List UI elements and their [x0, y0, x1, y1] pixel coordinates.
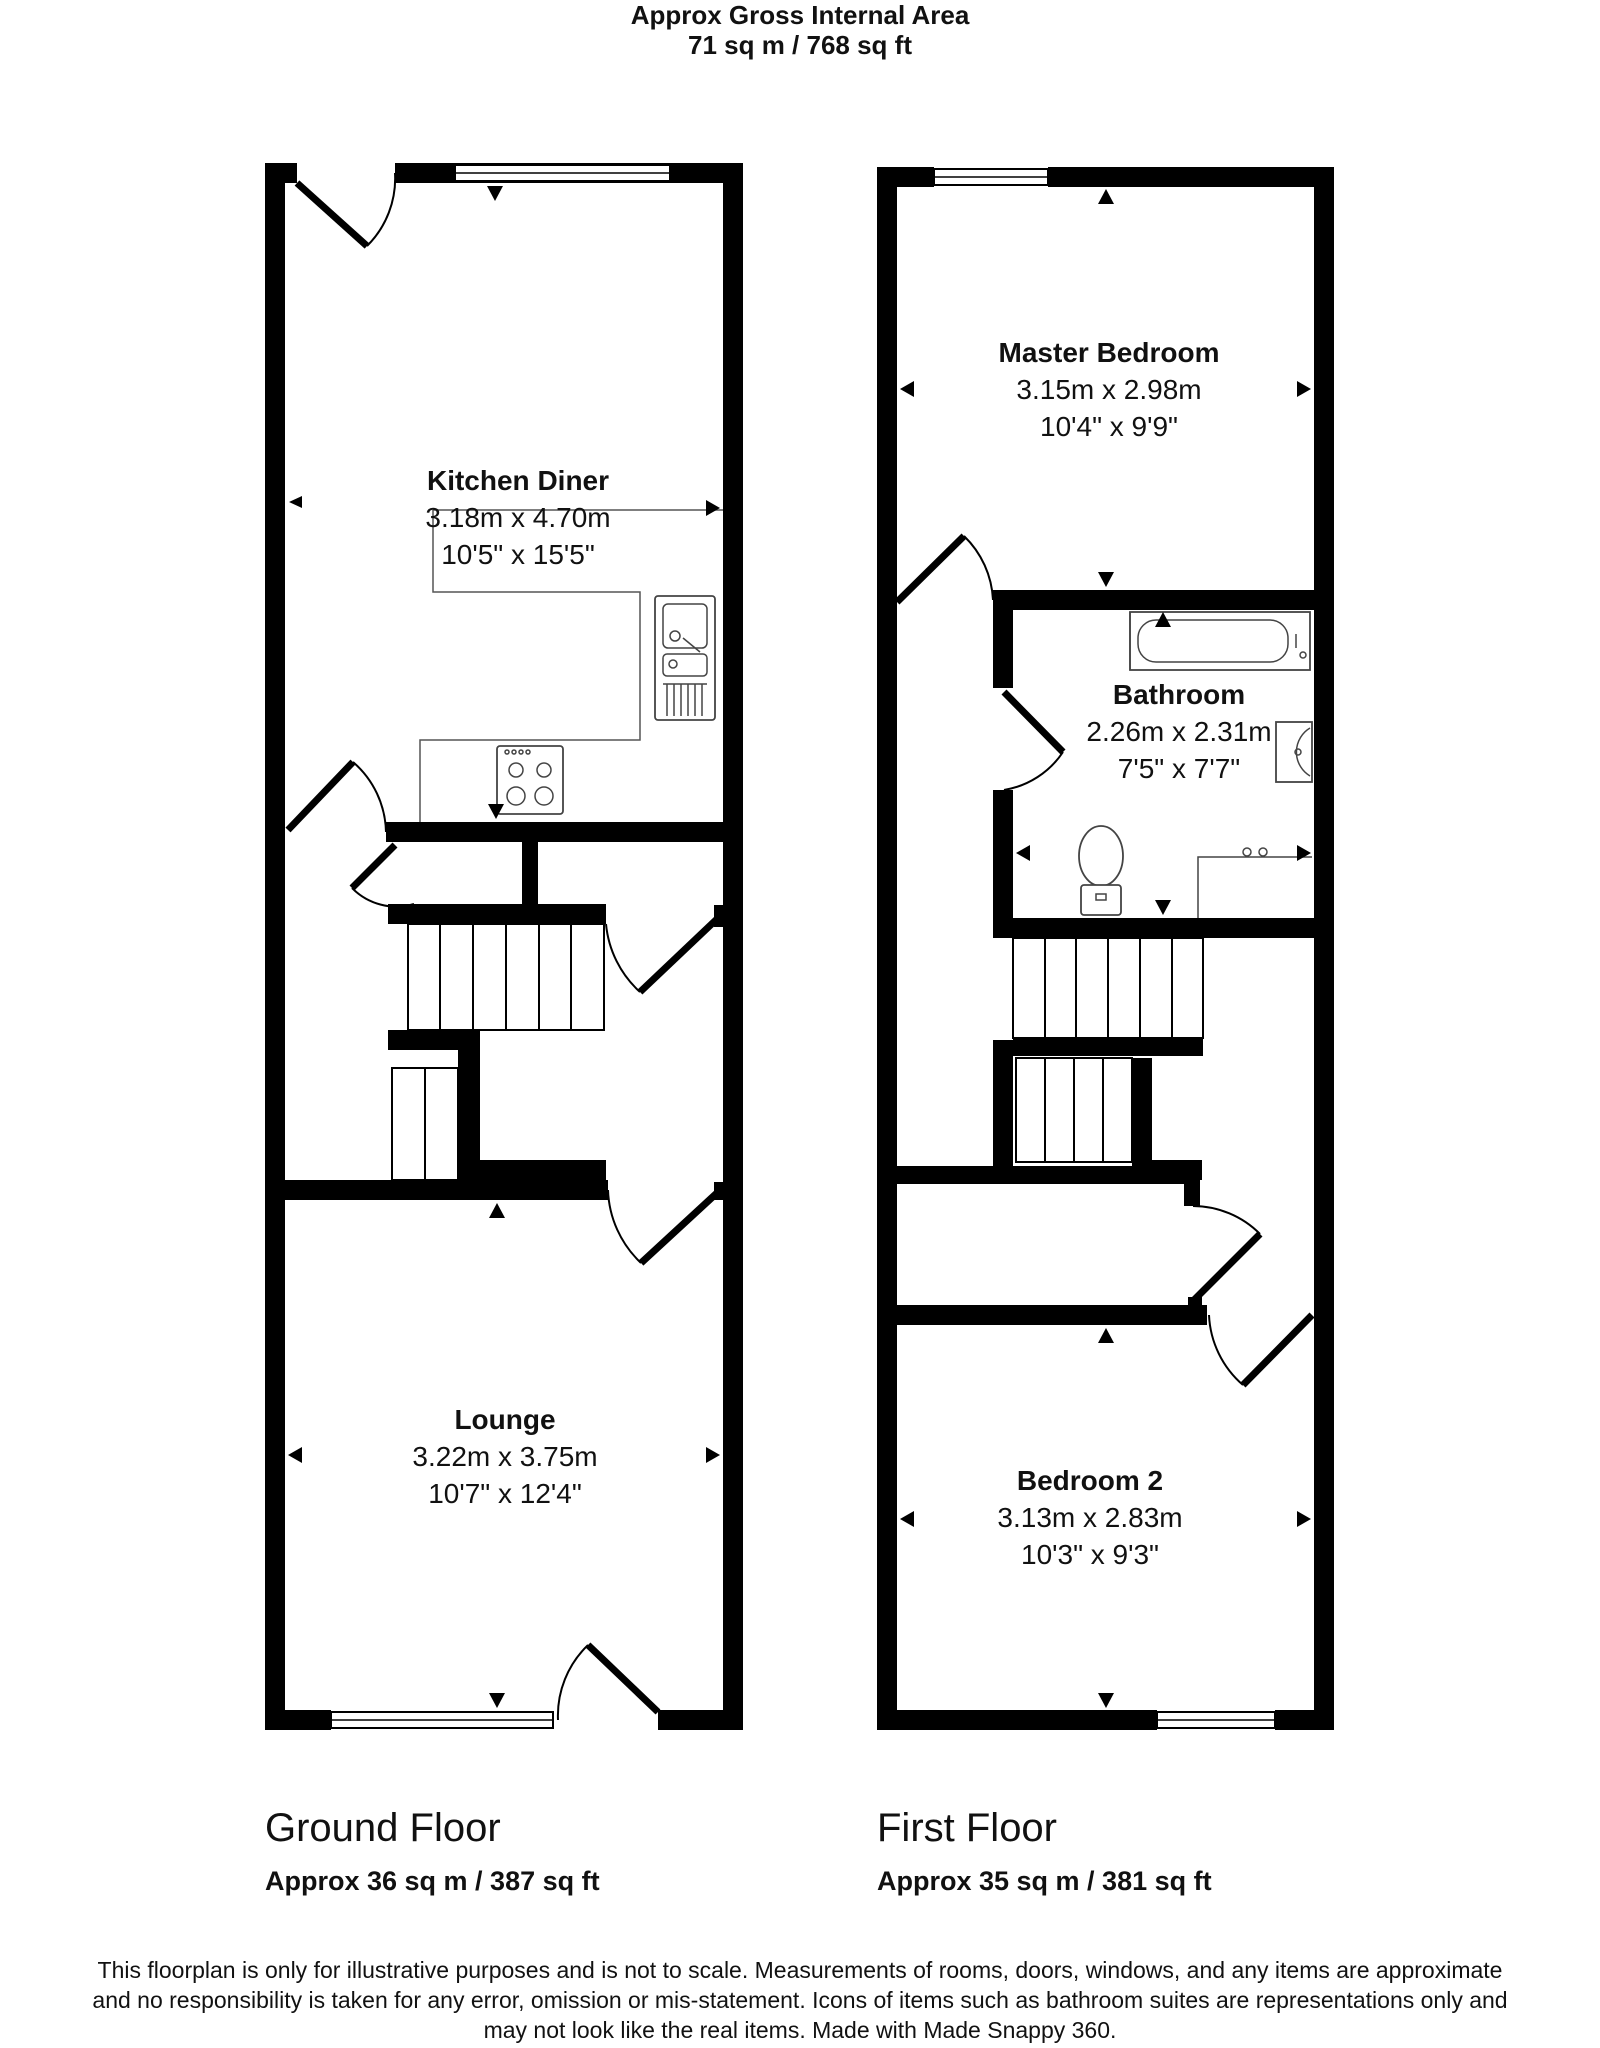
- ground-right-wall: [723, 163, 743, 1730]
- bathroom-imperial: 7'5" x 7'7": [1117, 753, 1241, 784]
- cupboard-jamb: [1184, 1166, 1200, 1206]
- landing-wall: [897, 1166, 1198, 1184]
- kitchen-imperial: 10'5" x 15'5": [441, 539, 595, 570]
- kitchen-sink: [655, 596, 715, 720]
- measure-arrow: [900, 1511, 914, 1527]
- bathroom-bottom-wall: [993, 918, 1314, 938]
- measure-arrow: [1297, 381, 1311, 397]
- first-top-wall-right: [1048, 167, 1334, 187]
- bathroom-left-wall-top: [993, 590, 1013, 688]
- hall-stub-wall: [522, 842, 538, 905]
- kitchen-metric: 3.18m x 4.70m: [425, 502, 611, 533]
- master-bedroom-name: Master Bedroom: [998, 337, 1220, 368]
- measure-arrow: [1098, 1328, 1114, 1343]
- measure-arrow: [489, 1693, 505, 1708]
- ground-bottom-wall-right: [658, 1710, 743, 1730]
- bedroom2-partition-wall: [897, 1305, 1207, 1325]
- ground-top-wall-left: [265, 163, 297, 183]
- first-floor-plan: [877, 167, 1334, 1730]
- bath: [1130, 612, 1310, 670]
- toilet: [1079, 826, 1123, 915]
- stair-side-wall: [458, 1030, 480, 1160]
- bedroom2-metric: 3.13m x 2.83m: [997, 1502, 1183, 1533]
- disclaimer-line: may not look like the real items. Made with Made Snappy 360.: [483, 2017, 1117, 2043]
- ground-left-wall: [265, 163, 285, 1730]
- bedroom2-door: [1209, 1315, 1312, 1385]
- lounge-partition-wall: [285, 1180, 608, 1200]
- measure-arrow: [1098, 189, 1114, 204]
- ground-floor-area: Approx 36 sq m / 387 sq ft: [265, 1866, 600, 1896]
- back-door: [297, 173, 395, 246]
- master-bedroom-imperial: 10'4" x 9'9": [1040, 411, 1178, 442]
- front-door: [558, 1645, 658, 1720]
- first-left-wall: [877, 167, 897, 1730]
- staircase: [392, 924, 604, 1180]
- bedroom2-name: Bedroom 2: [1016, 1465, 1164, 1496]
- stair-bottom-wall: [458, 1160, 606, 1182]
- master-partition-wall: [993, 590, 1314, 610]
- disclaimer-line: and no responsibility is taken for any error, omission or mis-statement. Icons of items such as bathroom suites are representations only and: [92, 1987, 1508, 2013]
- first-floor-area: Approx 35 sq m / 381 sq ft: [877, 1866, 1212, 1896]
- gross-area-heading: Approx Gross Internal Area: [630, 0, 970, 30]
- bathroom-door: [1004, 692, 1063, 790]
- measure-arrow: [289, 496, 302, 508]
- disclaimer-line: This floorplan is only for illustrative purposes and is not to scale. Measurements of rooms, doors, windows, and any items are approximate: [97, 1957, 1503, 1983]
- measure-arrow: [1297, 845, 1311, 861]
- master-bedroom-metric: 3.15m x 2.98m: [1016, 374, 1202, 405]
- hall-door: [606, 918, 718, 992]
- lounge-name: Lounge: [454, 1404, 556, 1435]
- stair-top-wall: [388, 904, 606, 924]
- kitchen-door: [288, 762, 386, 832]
- measure-arrow: [489, 1203, 505, 1218]
- window: [455, 165, 670, 181]
- kitchen-name: Kitchen Diner: [426, 465, 610, 496]
- window: [934, 169, 1048, 185]
- measure-arrow: [706, 500, 720, 516]
- ground-bottom-wall-left: [265, 1710, 331, 1730]
- measure-arrow: [1016, 845, 1030, 861]
- bathroom-name: Bathroom: [1112, 679, 1246, 710]
- lounge-door: [608, 1190, 718, 1263]
- bathroom-left-wall-bottom: [993, 790, 1013, 930]
- lounge-imperial: 10'7" x 12'4": [428, 1478, 582, 1509]
- first-bottom-wall-left: [877, 1710, 1157, 1730]
- first-floor-title: First Floor: [877, 1806, 1057, 1850]
- master-bedroom-door: [897, 536, 993, 602]
- measure-arrow: [1155, 900, 1171, 915]
- cupboard-door: [352, 845, 414, 907]
- hob: [497, 746, 563, 814]
- measure-arrow: [1297, 1511, 1311, 1527]
- ground-floor-plan: [265, 163, 743, 1730]
- measure-arrow: [288, 1447, 302, 1463]
- lounge-metric: 3.22m x 3.75m: [412, 1441, 598, 1472]
- measure-arrow: [487, 186, 503, 201]
- measure-arrow: [900, 381, 914, 397]
- kitchen-partition-wall: [386, 822, 723, 842]
- measure-arrow: [1098, 1693, 1114, 1708]
- cupboard-door: [1193, 1206, 1260, 1301]
- window: [1157, 1712, 1275, 1728]
- window: [331, 1712, 553, 1728]
- first-top-wall-left: [877, 167, 934, 187]
- basin: [1276, 722, 1312, 782]
- first-right-wall: [1314, 167, 1334, 1730]
- measure-arrow: [1098, 572, 1114, 587]
- measure-arrow: [706, 1447, 720, 1463]
- bedroom2-imperial: 10'3" x 9'3": [1021, 1539, 1159, 1570]
- disclaimer: [0, 1955, 1600, 2045]
- bathroom-metric: 2.26m x 2.31m: [1086, 716, 1272, 747]
- ground-floor-title: Ground Floor: [265, 1806, 501, 1850]
- vanity-unit: [1198, 848, 1312, 918]
- gross-area-value: 71 sq m / 768 sq ft: [688, 30, 912, 60]
- staircase: [993, 938, 1203, 1180]
- first-bottom-wall-right: [1275, 1710, 1334, 1730]
